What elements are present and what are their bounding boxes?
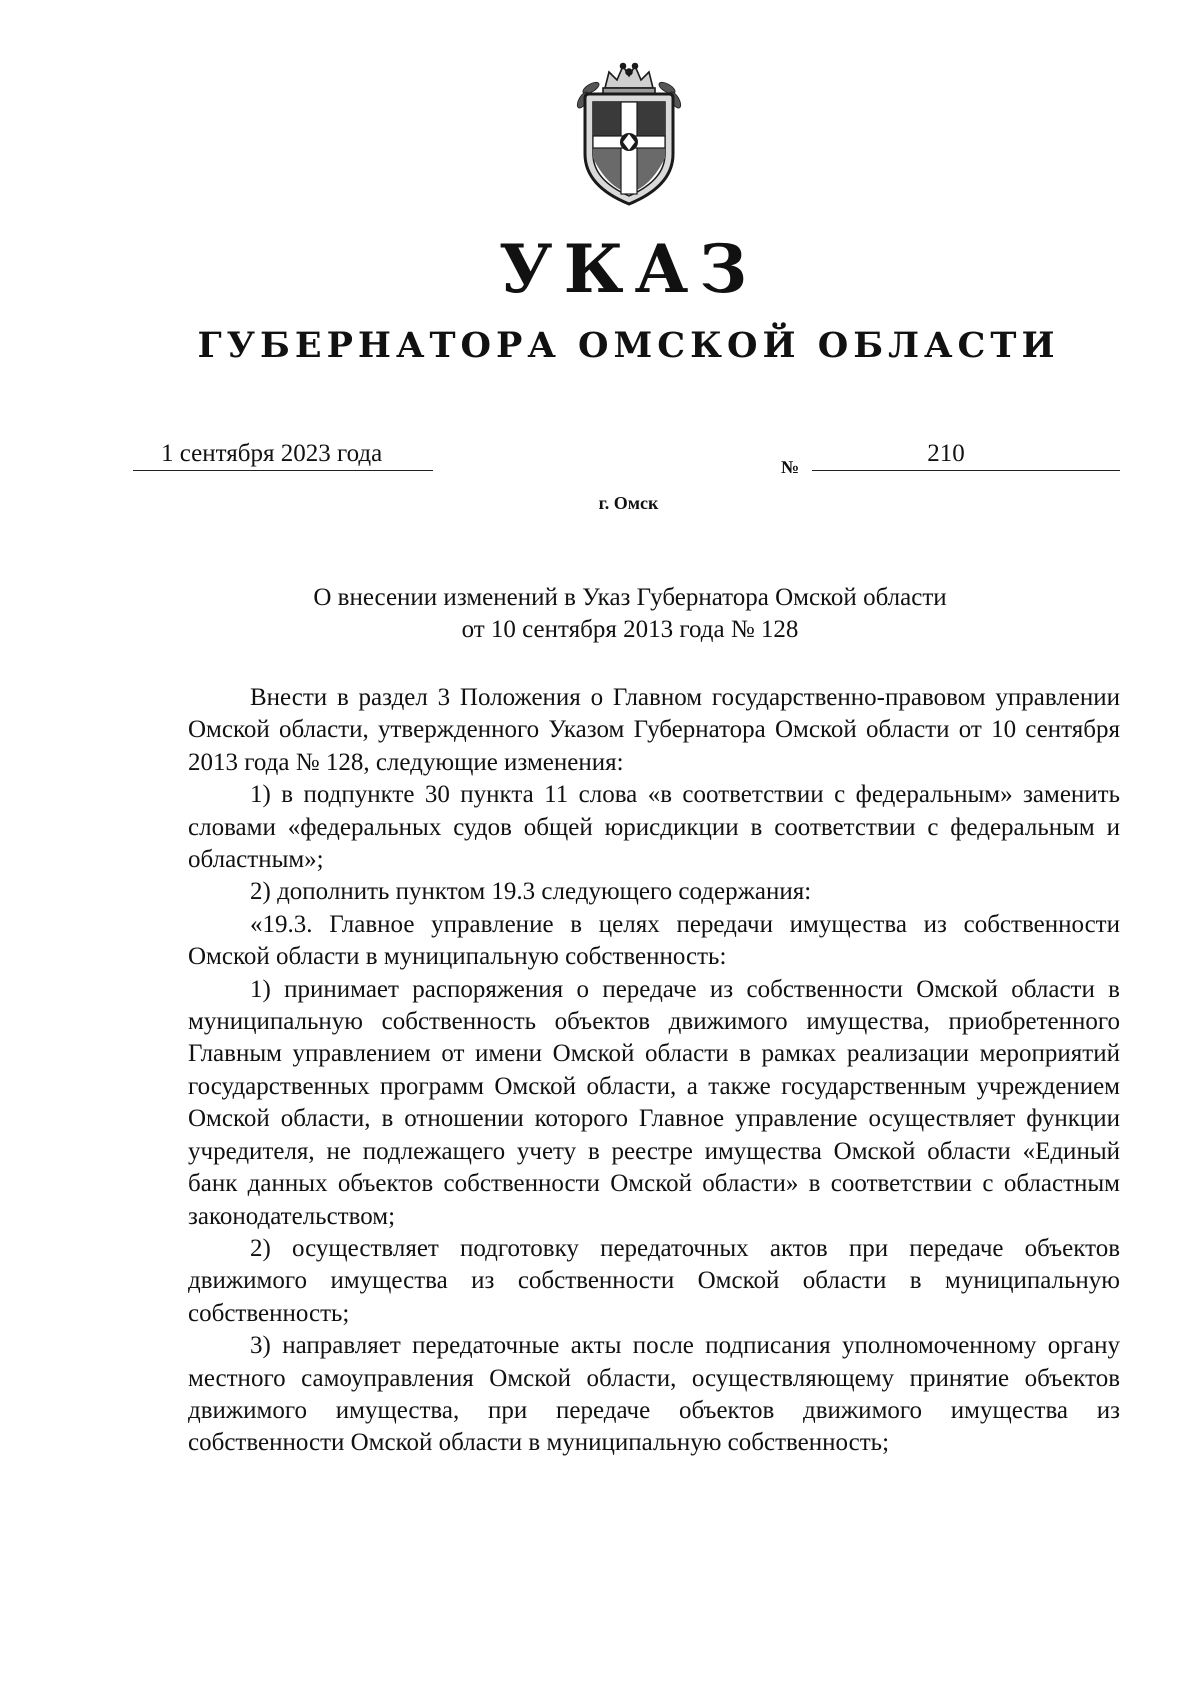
document-city: г. Омск	[598, 493, 659, 513]
body-paragraph: 1) в подпункте 30 пункта 11 слова «в соответствии с федеральным» заменить словами «федеральных судов общей юрисдикции в соответствии с федеральным и областным»;	[188, 781, 1120, 874]
document-number: 210	[812, 441, 1120, 471]
body-paragraph: 1) принимает распоряжения о передаче из собственности Омской области в муниципальную собственность объектов движимого имущества, приобретенного Главным управлением от имени Омской области в рамках реализации мероприятий государственных программ Омской области, а также государственным учреждением Омской области, в отношении которого Главное управление осуществляет функции учредителя, не подлежащего учету в реестре имущества Омской области «Единый банк данных объектов собственности Омской области» в соответствии с областным законодательством;	[188, 975, 1120, 1230]
body-paragraph: 3) направляет передаточные акты после подписания уполномоченному органу местного самоуправления Омской области, осуществляющему принятие объектов движимого имущества, при передаче объектов движимого имущества из собственности Омской области в муниципальную собственность;	[188, 1332, 1120, 1457]
coat-of-arms-icon	[569, 58, 689, 208]
document-date: 1 сентября 2023 года	[133, 441, 433, 471]
document-type-title: УКАЗ	[499, 230, 758, 308]
heading-line: О внесении изменений в Указ Губернатора Омской области	[313, 584, 947, 611]
body-paragraph: «19.3. Главное управление в целях передачи имущества из собственности Омской области в муниципальную собственность:	[188, 910, 1120, 971]
body-paragraph: Внести в раздел 3 Положения о Главном государственно-правовом управлении Омской области, утвержденного Указом Губернатора Омской области от 10 сентября 2013 года № 128, следующие изменения:	[188, 684, 1120, 776]
issuer-title: ГУБЕРНАТОРА ОМСКОЙ ОБЛАСТИ	[197, 325, 1060, 366]
document-body	[188, 682, 1120, 1460]
document-heading	[240, 582, 1020, 646]
body-paragraph: 2) осуществляет подготовку передаточных актов при передаче объектов движимого имущества из собственности Омской области в муниципальную собственность;	[188, 1234, 1120, 1327]
body-paragraph: 2) дополнить пунктом 19.3 следующего содержания:	[250, 878, 812, 906]
heading-line: от 10 сентября 2013 года № 128	[461, 616, 799, 643]
number-sign: №	[781, 457, 800, 477]
